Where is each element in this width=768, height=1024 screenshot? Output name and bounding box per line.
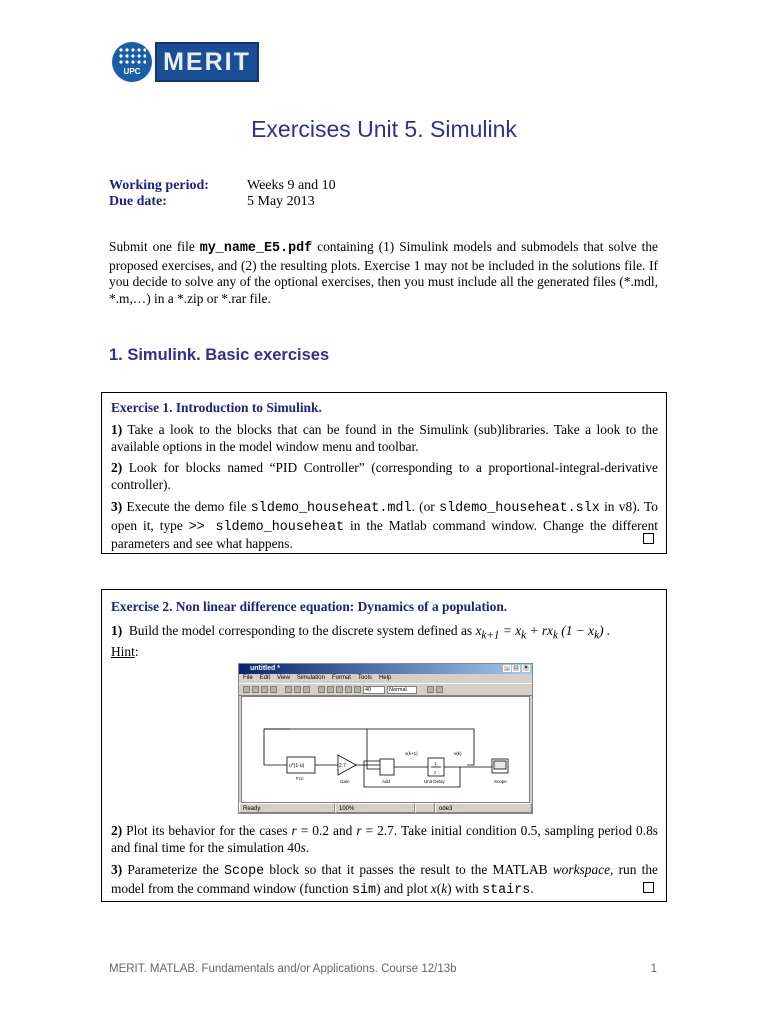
- hint-label: Hint: [111, 644, 135, 660]
- page-number: 1: [650, 963, 657, 975]
- page-footer: [109, 963, 657, 975]
- signal-xk: x(k): [454, 751, 462, 756]
- minimize-icon[interactable]: _: [503, 665, 511, 672]
- simulink-status-bar: [239, 803, 532, 813]
- intro-paragraph: Submit one file my_name_E5.pdf containing (1) Simulink models and submodels that solve the proposed exercises, and (2) the resulting plots. Exercise 1 may not be included in the solutions file. If you decide to solve any of the optional exercises, then you must include all the generated files (*.mdl, *.m,…) in a *.zip or *.rar file.: [109, 239, 658, 306]
- page-title: Exercises Unit 5. Simulink: [251, 116, 517, 142]
- model-explorer-icon[interactable]: [436, 686, 443, 693]
- simulink-screenshot: [238, 663, 533, 814]
- sim-mode-select[interactable]: Normal: [387, 686, 417, 694]
- difference-equation: $x_{k+1} = x_k + rx_k$ $(1 - x_k)$ .: [475, 623, 611, 642]
- working-period-label: Working period:: [109, 178, 209, 193]
- simulink-menu-bar: [239, 674, 532, 683]
- exercise-1-item-1: 1) Take a look to the blocks that can be found in the Simulink (sub)libraries. Take a look to the available options in the model window menu and toolbar.: [111, 422, 659, 454]
- merit-logo: [112, 42, 259, 82]
- block-diagram: [242, 697, 529, 802]
- status-zoom: 100%: [335, 803, 415, 813]
- exercise-1-box: [101, 392, 667, 554]
- exercise-2-item-2: 2) Plot its behavior for the cases r = 0.2 and r = 2.7. Take initial condition 0.5, sampling period 0.8s and final time for the simulation 40s.: [111, 823, 658, 855]
- exercise-1-checkbox[interactable]: [643, 533, 654, 544]
- open-icon[interactable]: [252, 686, 259, 693]
- submission-filename: my_name_E5.pdf: [199, 241, 313, 256]
- gain-value: 2.7: [339, 763, 346, 769]
- due-date-label: Due date:: [109, 194, 167, 209]
- menu-edit[interactable]: Edit: [259, 675, 271, 681]
- merit-wordmark-text: MERIT: [163, 47, 251, 76]
- model-canvas[interactable]: [241, 696, 530, 803]
- save-icon[interactable]: [261, 686, 268, 693]
- fcn-expr: u*(1-u): [289, 763, 305, 769]
- section-title: 1. Simulink. Basic exercises: [109, 346, 330, 364]
- simulink-toolbar: [239, 683, 532, 696]
- footer-text: MERIT. MATLAB. Fundamentals and/or Applications. Course 12/13b: [109, 963, 457, 975]
- exercise-2-item-1: 1) Build the model corresponding to the discrete system defined as $x_{k+1} = x_k + rx_k$ $(1 - x_k)$ . Hint:: [111, 623, 611, 660]
- exercise-2-checkbox[interactable]: [643, 882, 654, 893]
- delay-label: Unit Delay: [424, 779, 445, 784]
- menu-tools[interactable]: Tools: [357, 675, 372, 681]
- menu-file[interactable]: File: [243, 675, 253, 681]
- close-icon[interactable]: ×: [522, 665, 530, 672]
- debug-icon[interactable]: [427, 686, 434, 693]
- cut-icon[interactable]: [285, 686, 292, 693]
- assignment-meta: [109, 178, 336, 210]
- delay-bottom: z: [434, 770, 437, 775]
- exercise-1-item-2: 2) Look for blocks named “PID Controller” (corresponding to a proportional-integral-derivative controller).: [111, 460, 658, 492]
- menu-view[interactable]: View: [277, 675, 290, 681]
- stop-time-input[interactable]: 40: [363, 686, 385, 694]
- undo-icon[interactable]: [318, 686, 325, 693]
- new-icon[interactable]: [243, 686, 250, 693]
- upc-seal: [112, 42, 152, 82]
- start-icon[interactable]: [345, 686, 352, 693]
- menu-format[interactable]: Format: [331, 675, 351, 681]
- merit-wordmark: [155, 42, 259, 82]
- scope-label: Scope: [494, 779, 507, 784]
- menu-simulation[interactable]: Simulation: [296, 675, 325, 681]
- exercise-2-title: Exercise 2. Non linear difference equation: Dynamics of a population.: [111, 599, 508, 614]
- signal-xk1: x(k+1): [405, 751, 418, 756]
- library-icon[interactable]: [336, 686, 343, 693]
- stop-icon[interactable]: [354, 686, 361, 693]
- print-icon[interactable]: [270, 686, 277, 693]
- status-ready: Ready: [239, 803, 335, 813]
- exercise-1-item-3: 3) Execute the demo file sldemo_househeat.mdl. (or sldemo_househeat.slx in v8). To open it, type >> sldemo_househeat in the Matlab command window. Change the different parameters and see what happens.: [111, 499, 658, 551]
- simulink-window-title: untitled *: [250, 665, 280, 672]
- add-label: Add: [382, 779, 391, 784]
- redo-icon[interactable]: [327, 686, 334, 693]
- working-period-row: [109, 178, 336, 194]
- exercise-2-box: [101, 589, 667, 902]
- upc-seal-text: UPC: [123, 67, 141, 76]
- due-date-row: [109, 194, 336, 210]
- copy-icon[interactable]: [294, 686, 301, 693]
- paste-icon[interactable]: [303, 686, 310, 693]
- due-date-value: 5 May 2013: [247, 194, 315, 209]
- delay-top: 1: [434, 761, 437, 766]
- exercise-2-item-3: 3) Parameterize the Scope block so that it passes the result to the MATLAB workspace, run the model from the command window (function sim) and plot x(k) with stairs.: [111, 862, 658, 898]
- fcn-label: Fcn: [296, 776, 304, 781]
- status-solver: ode3: [435, 803, 532, 813]
- gain-label: Gain: [340, 779, 350, 784]
- menu-help[interactable]: Help: [378, 675, 392, 681]
- working-period-value: Weeks 9 and 10: [247, 178, 336, 193]
- simulink-title-bar: [239, 664, 532, 674]
- exercise-1-title: Exercise 1. Introduction to Simulink.: [111, 400, 322, 415]
- maximize-icon[interactable]: □: [512, 665, 520, 672]
